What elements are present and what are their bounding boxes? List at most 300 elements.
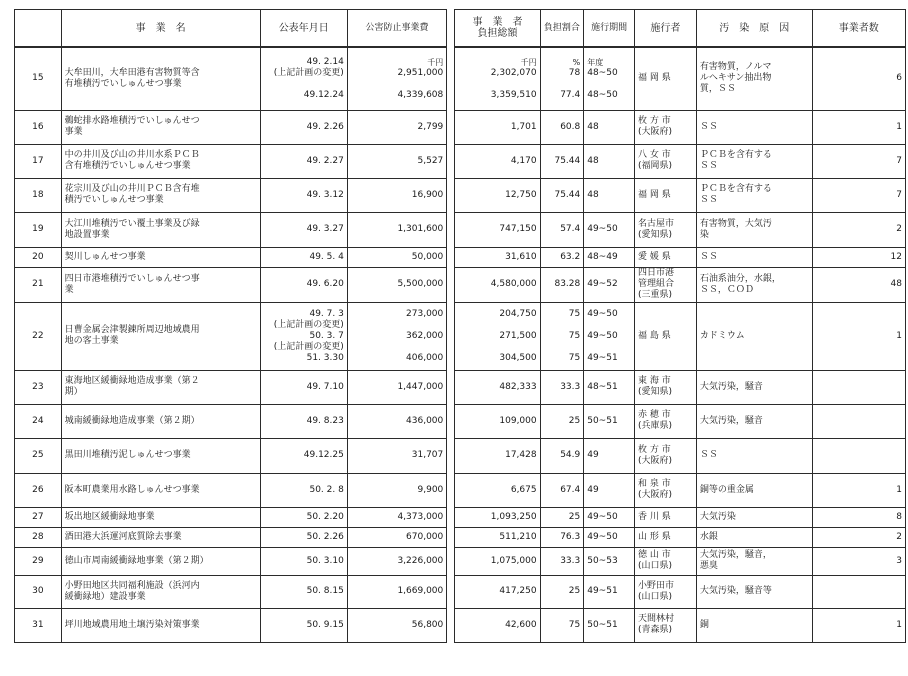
work-period-cell [584,473,635,507]
announce-date-line: 49. 3.27 [306,224,344,234]
project-name-cell [61,370,260,404]
operator-count-cell: 12 [812,247,905,267]
project-cost-line: 670,000 [406,531,444,542]
share-rate-line: 77.4 [560,89,581,100]
pollution-cause-cell [696,178,812,212]
operator-share-line: 4,580,000 [490,279,537,289]
table-row [15,547,906,575]
work-period-cell [584,212,635,247]
project-cost-cell [347,438,446,473]
header-no [15,10,62,48]
project-name-line: 花宗川及び山の井川ＰＣＢ含有堆 [64,184,200,194]
operator-share-cell [455,547,540,575]
pollution-cause-line: ＳＳ，ＣＯＤ [699,284,754,295]
project-cost-cell [347,144,446,178]
project-cost-line [351,320,443,331]
pollution-cause-line: 大気汚染，騒音， [699,550,772,560]
share-rate-line: 75 [568,619,581,630]
executor-line: (愛知県) [637,229,672,240]
row-number-cell: 30 [15,575,62,608]
pollution-cause-line: ＰＣＢを含有する [699,150,772,160]
project-name-line: 坪川地域農用地土壌汚染対策事業 [64,619,200,630]
work-period-line [587,320,631,331]
project-name-cell [61,608,260,642]
operator-share-line: 511,210 [499,531,537,542]
header-name: 事 業 名 [61,10,260,48]
pollution-cause-line: ＰＣＢを含有する [699,184,772,194]
project-name-cell [61,527,260,547]
column-gutter-cell [447,473,455,507]
announce-date-line: 50. 2. 8 [309,484,344,495]
row-number-cell: 31 [15,608,62,642]
table-row [15,267,906,302]
header-row [15,10,906,48]
executor-cell [634,507,696,527]
share-rate-line [544,342,581,353]
row-number-cell: 29 [15,547,62,575]
announce-date-line: 49. 7.10 [306,381,344,392]
executor-cell [634,370,696,404]
operator-share-cell [455,178,540,212]
project-cost-cell [347,370,446,404]
pollution-cause-line: ＳＳ [699,161,718,171]
announce-date-cell [260,404,347,438]
share-rate-cell [540,608,584,642]
project-cost-line: 千円 [427,57,444,67]
share-rate-cell [540,527,584,547]
work-period-cell [584,438,635,473]
operator-count-cell: 7 [812,144,905,178]
announce-date-line: 49. 2.26 [306,121,344,132]
operator-count-cell: 1 [812,473,905,507]
pollution-cause-cell [696,110,812,144]
project-cost-line: 5,527 [417,155,444,166]
share-rate-line: % [572,57,581,67]
table-row [15,47,906,110]
pollution-cause-line: ＳＳ [699,450,718,460]
share-rate-cell [540,110,584,144]
pollution-cause-cell [696,527,812,547]
pollution-cause-cell [696,212,812,247]
executor-cell [634,47,696,110]
share-rate-line: 83.28 [554,279,581,289]
executor-line: (青森県) [637,625,672,635]
executor-cell [634,575,696,608]
project-cost-cell [347,212,446,247]
column-gutter-cell [447,404,455,438]
executor-line: (福岡県) [637,161,672,171]
announce-date-cell [260,507,347,527]
executor-cell [634,247,696,267]
operator-share-cell [455,212,540,247]
work-period-cell [584,247,635,267]
project-name-cell [61,212,260,247]
pollution-cause-cell [696,247,812,267]
pollution-cause-cell [696,370,812,404]
table-row [15,438,906,473]
operator-share-line: 1,701 [510,121,537,132]
announce-date-line: 49. 3.12 [306,189,344,200]
work-period-cell [584,575,635,608]
work-period-line: 49~50 [587,330,618,341]
table-row [15,608,906,642]
project-cost-line: 31,707 [411,450,444,460]
work-period-line: 49~51 [587,352,618,363]
project-name-line: 日曹金属会津製錬所周辺地域農用 [64,325,200,335]
project-cost-line: 1,447,000 [397,381,444,392]
header-share-line2: 負担総額 [477,28,518,39]
operator-share-cell [455,267,540,302]
operator-share-line: 42,600 [505,619,537,630]
executor-cell [634,473,696,507]
row-number-cell: 19 [15,212,62,247]
project-name-line: 大牟田川，大牟田港有害物質等含 [64,67,200,78]
project-cost-cell [347,527,446,547]
share-rate-cell [540,267,584,302]
header-cause: 汚 染 原 因 [696,10,812,48]
project-cost-line: 4,339,608 [397,89,444,100]
table-row [15,302,906,370]
executor-cell [634,608,696,642]
work-period-cell [584,608,635,642]
pollution-cause-cell [696,507,812,527]
announce-date-cell [260,144,347,178]
executor-cell [634,178,696,212]
project-name-cell [61,473,260,507]
table-row [15,212,906,247]
announce-date-line: 49. 8.23 [306,415,344,426]
share-rate-line: 67.4 [560,484,581,495]
project-cost-line: 3,226,000 [397,555,444,566]
announce-date-cell [260,608,347,642]
share-rate-line: 75.44 [554,189,581,200]
project-name-line: 業 [64,284,74,295]
project-name-cell [61,144,260,178]
work-period-line: 49~50 [587,531,618,542]
column-gutter-cell [447,507,455,527]
executor-line: 香 川 県 [637,511,671,522]
announce-date-line: 49. 2.27 [306,155,344,166]
announce-date-cell [260,527,347,547]
work-period-cell [584,110,635,144]
project-name-line: 積汚でいしゅんせつ事業 [64,195,164,205]
operator-share-line: 482,333 [499,381,537,392]
column-gutter-cell [447,178,455,212]
announce-date-line: 50. 8.15 [306,586,344,596]
executor-cell [634,547,696,575]
announce-date-cell [260,178,347,212]
pollution-cause-line: 有害物質，ノルマ [699,62,772,73]
work-period-line: 49 [587,484,599,495]
operator-share-cell [455,110,540,144]
pollution-cause-line: ＳＳ [699,251,718,262]
header-cost: 公害防止事業費 [347,10,446,48]
share-rate-line: 75 [568,330,581,341]
operator-count-cell: 1 [812,608,905,642]
share-rate-cell [540,507,584,527]
pollution-cause-cell [696,404,812,438]
executor-line: 八 女 市 [637,150,671,160]
project-name-line: 契川しゅんせつ事業 [64,251,146,262]
row-number-cell: 18 [15,178,62,212]
announce-date-cell [260,575,347,608]
share-rate-cell [540,178,584,212]
table-row [15,370,906,404]
work-period-line: 50~53 [587,555,618,566]
operator-count-cell: 48 [812,267,905,302]
executor-line: 和 泉 市 [637,479,671,489]
operator-count-cell [812,370,905,404]
executor-cell [634,212,696,247]
share-rate-cell [540,212,584,247]
project-cost-line: 50,000 [411,251,444,262]
pollution-cause-line: 石油系油分，水銀， [699,273,781,284]
column-gutter-cell [447,302,455,370]
pollution-cause-line: ＳＳ [699,121,718,132]
operator-share-cell [455,608,540,642]
pollution-cause-line: 大気汚染，騒音等 [699,586,772,596]
operator-share-cell [455,527,540,547]
share-rate-cell [540,575,584,608]
pollution-cause-line: 大気汚染，騒音 [699,381,763,392]
executor-cell [634,404,696,438]
column-gutter-cell [447,527,455,547]
project-cost-cell [347,47,446,110]
share-rate-line: 54.9 [560,450,581,460]
pollution-cause-cell [696,144,812,178]
announce-date-cell [260,302,347,370]
work-period-cell [584,178,635,212]
pollution-cause-cell [696,302,812,370]
work-period-cell [584,302,635,370]
work-period-line: 49~50 [587,224,618,234]
work-period-cell [584,47,635,110]
announce-date-line: 49.12.24 [303,89,344,100]
project-name-cell [61,247,260,267]
project-cost-cell [347,178,446,212]
share-rate-cell [540,247,584,267]
executor-cell [634,527,696,547]
work-period-line: 48~49 [587,251,618,262]
project-name-cell [61,575,260,608]
executor-cell [634,110,696,144]
column-gutter-cell [447,47,455,110]
project-cost-cell [347,267,446,302]
work-period-cell [584,404,635,438]
column-gutter-cell [447,608,455,642]
project-name-line: 地の客土事業 [64,336,119,346]
column-gutter-cell [447,438,455,473]
project-name-line: 期） [64,387,83,397]
executor-line: 赤 穂 市 [637,410,671,420]
column-gutter-cell [447,370,455,404]
operator-share-line: 3,359,510 [490,89,537,100]
column-gutter-cell [447,212,455,247]
executor-line: 四日市港 [637,268,674,278]
pollution-cause-line: 銅等の重金属 [699,484,754,495]
project-name-line: 地設置事業 [64,229,110,240]
announce-date-line: 49. 5. 4 [309,251,344,262]
operator-share-line: 6,675 [510,484,537,495]
operator-share-line [458,79,536,90]
project-name-cell [61,267,260,302]
executor-line: 名古屋市 [637,218,674,229]
announce-date-line: 50. 3.10 [306,555,344,566]
work-period-line: 48~50 [587,67,618,78]
executor-line: 枚 方 市 [637,444,671,455]
pollution-cause-cell [696,473,812,507]
operator-count-cell: 6 [812,47,905,110]
share-rate-line: 25 [568,415,581,426]
project-cost-cell [347,608,446,642]
operator-share-line [458,342,536,353]
announce-date-cell [260,473,347,507]
pollution-cause-line: 水銀 [699,531,718,542]
operator-share-line: 17,428 [505,450,537,460]
row-number-cell: 26 [15,473,62,507]
announce-date-line: 49.12.25 [303,450,344,460]
operator-count-cell [812,404,905,438]
project-cost-line: 5,500,000 [397,279,444,289]
executor-line: 東 海 市 [637,376,671,386]
operator-share-line: 千円 [520,57,537,67]
executor-line: 愛 媛 県 [637,251,671,262]
share-rate-line: 33.3 [560,555,581,566]
work-period-line: 49 [587,450,599,460]
executor-line: 福 岡 県 [637,189,671,200]
table-body [15,47,906,642]
operator-share-line: 2,302,070 [490,67,537,78]
project-name-cell [61,404,260,438]
operator-share-line: 109,000 [499,415,537,426]
row-number-cell: 28 [15,527,62,547]
project-cost-cell [347,547,446,575]
pollution-cause-cell [696,608,812,642]
operator-count-cell [812,575,905,608]
announce-date-cell [260,212,347,247]
announce-date-line: 50. 2.26 [306,531,344,542]
share-rate-line: 78 [568,67,581,78]
operator-count-cell: 2 [812,212,905,247]
operator-share-line [458,320,536,331]
operator-share-cell [455,473,540,507]
share-rate-cell [540,473,584,507]
operator-count-cell: 1 [812,302,905,370]
project-name-cell [61,47,260,110]
header-executor: 施行者 [634,10,696,48]
project-cost-line: 4,373,000 [397,511,444,522]
project-cost-line [351,342,443,353]
announce-date-line: 50. 2.20 [306,511,344,522]
project-name-line: 東海地区緩衝緑地造成事業（第２ [64,376,200,386]
project-cost-line: 362,000 [406,330,444,341]
work-period-cell [584,507,635,527]
work-period-line: 49~50 [587,308,618,319]
work-period-line: 50~51 [587,619,618,630]
project-cost-line: 436,000 [406,415,444,426]
share-rate-line [544,320,581,331]
executor-line: (兵庫県) [637,421,672,431]
work-period-line: 50~51 [587,415,618,426]
share-rate-cell [540,404,584,438]
announce-date-cell [260,547,347,575]
executor-line: 管理組合 [637,279,674,289]
announce-date-cell [260,247,347,267]
project-name-line: 酒田港大浜運河底質除去事業 [64,531,182,542]
share-rate-line: 75 [568,308,581,319]
executor-line: 山 形 県 [637,531,671,542]
share-rate-cell [540,144,584,178]
share-rate-line [544,79,581,90]
share-rate-line: 76.3 [560,531,581,542]
column-gutter-cell [447,575,455,608]
work-period-line: 49~51 [587,586,618,596]
header-share [455,10,540,48]
operator-share-line: 1,093,250 [490,511,537,522]
project-name-line: 黒田川堆積汚泥しゅんせつ事業 [64,450,191,460]
operator-share-line: 304,500 [499,352,537,363]
table-row [15,575,906,608]
table-row [15,473,906,507]
project-cost-line: 1,301,600 [397,224,444,234]
announce-date-cell [260,47,347,110]
project-cost-line: 273,000 [406,308,444,319]
announce-date-cell [260,110,347,144]
project-cost-line: 1,669,000 [397,586,444,596]
project-name-line: 中の井川及び山の井川水系ＰＣＢ [64,150,200,160]
project-cost-line [351,79,443,90]
operator-share-cell [455,438,540,473]
share-rate-line: 25 [568,511,581,522]
pollution-cause-line: 染 [699,229,709,240]
table-row [15,144,906,178]
announce-date-line: (上記計画の変更) [273,319,344,330]
work-period-cell [584,527,635,547]
operator-count-cell: 8 [812,507,905,527]
work-period-line [587,342,631,353]
executor-line: 福 島 県 [637,330,671,341]
pollution-cause-cell [696,438,812,473]
column-gutter-cell [447,110,455,144]
header-date: 公表年月日 [260,10,347,48]
row-number-cell: 20 [15,247,62,267]
share-rate-cell [540,302,584,370]
project-name-cell [61,547,260,575]
row-number-cell: 17 [15,144,62,178]
operator-share-line: 747,150 [499,224,537,234]
share-rate-line: 33.3 [560,381,581,392]
work-period-line: 49~50 [587,511,618,522]
operator-share-cell [455,575,540,608]
executor-cell [634,144,696,178]
operator-count-cell: 1 [812,110,905,144]
executor-line: 天間林村 [637,614,674,624]
project-cost-cell [347,247,446,267]
pollution-cause-cell [696,575,812,608]
executor-line: (大阪府) [637,127,672,137]
row-number-cell: 27 [15,507,62,527]
project-name-line: 事業 [64,127,83,137]
project-cost-cell [347,575,446,608]
project-name-line: 徳山市周南緩衝緑地事業（第２期） [64,555,209,566]
announce-date-cell [260,370,347,404]
header-rate: 負担割合 [540,10,584,48]
project-cost-cell [347,302,446,370]
project-name-line: 坂出地区緩衝緑地事業 [64,511,155,522]
project-cost-cell [347,507,446,527]
pollution-cause-line: カドミウム [699,330,745,341]
project-cost-line: 2,799 [417,121,444,132]
